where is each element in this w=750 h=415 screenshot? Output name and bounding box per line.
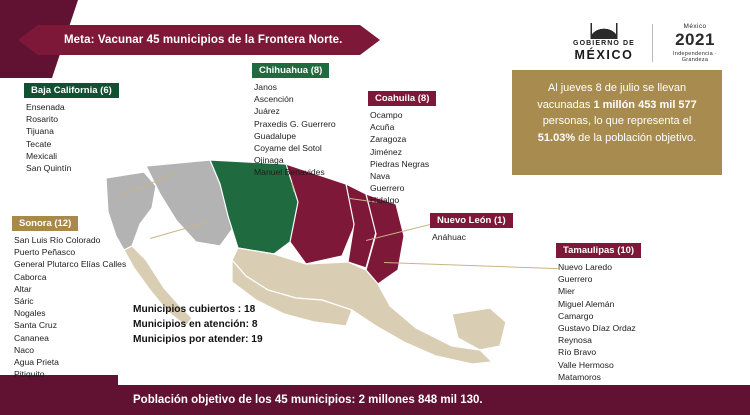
page-title-text: Meta: Vacunar 45 municipios de la Frontera Norte. — [64, 34, 343, 46]
list-item: Naco — [14, 344, 35, 355]
list-item: Ocampo — [370, 110, 403, 120]
list-item: Guerrero — [370, 183, 405, 194]
municipio-list-coahuila — [368, 109, 436, 207]
state-tag-sonora: Sonora (12) — [12, 216, 78, 231]
municipio-counters — [133, 302, 263, 347]
list-item: Caborca — [14, 271, 47, 282]
year-logo-sub: Independencia · Grandeza — [673, 50, 717, 63]
list-item: Piedras Negras — [370, 158, 430, 169]
municipio-list-chihuahua — [252, 81, 336, 179]
state-label-tamaulipas — [556, 240, 641, 383]
list-item: Janos — [254, 82, 277, 92]
municipio-list-sonora — [12, 234, 126, 380]
logo-line-1: GOBIERNO DE — [573, 39, 635, 47]
municipio-list-tamaulipas — [556, 261, 641, 383]
year-logo — [660, 20, 730, 66]
list-item: Gustavo Díaz Ordaz — [558, 323, 636, 334]
list-item: Mexicali — [26, 150, 58, 161]
state-tag-coahuila: Coahuila (8) — [368, 91, 436, 106]
footer-text: Población objetivo de los 45 municipios: 2 millones 848 mil 130. — [133, 394, 483, 406]
state-label-baja-california — [24, 80, 119, 174]
list-item: Ojinaga — [254, 155, 284, 166]
list-item: Anáhuac — [432, 232, 466, 242]
counter-por-atender: Municipios por atender: 19 — [133, 334, 263, 345]
municipio-list-baja-california — [24, 101, 119, 174]
list-item: Altar — [14, 283, 32, 294]
state-label-nuevo-leon — [430, 210, 513, 243]
list-item: Mier — [558, 286, 575, 297]
list-item: Nogales — [14, 308, 46, 319]
list-item: Praxedis G. Guerrero — [254, 118, 336, 129]
state-label-sonora — [12, 213, 126, 380]
summary-text-pre: Al jueves 8 de julio se llevan vacunadas — [537, 82, 687, 111]
year-logo-top: México — [683, 22, 707, 30]
summary-text-post: de la población objetivo. — [575, 131, 697, 144]
list-item: Manuel Benavides — [254, 167, 325, 178]
list-item: Valle Hermoso — [558, 359, 614, 370]
list-item: Puerto Peñasco — [14, 247, 76, 258]
state-tag-tamaulipas: Tamaulipas (10) — [556, 243, 641, 258]
state-tag-nuevo-leon: Nuevo León (1) — [430, 213, 513, 228]
state-tag-baja-california: Baja California (6) — [24, 83, 119, 98]
eagle-icon — [583, 23, 625, 39]
list-item: Tecate — [26, 138, 52, 149]
list-item: Guadalupe — [254, 130, 297, 141]
government-logo — [556, 22, 652, 62]
list-item: Nuevo Laredo — [558, 262, 612, 272]
page-title — [38, 25, 360, 55]
list-item: Camargo — [558, 310, 594, 321]
list-item: Tijuana — [26, 126, 54, 137]
year-logo-main: 2021 — [675, 29, 715, 49]
summary-text-mid: personas, lo que representa el — [542, 115, 692, 127]
list-item: Cananea — [14, 332, 49, 343]
list-item: General Plutarco Elías Calles — [14, 259, 127, 270]
mexico-map — [60, 150, 530, 390]
list-item: Santa Cruz — [14, 320, 57, 331]
list-item: Ensenada — [26, 102, 65, 112]
list-item: San Quintín — [26, 163, 72, 174]
vaccination-summary-box — [512, 70, 722, 175]
list-item: Hidalgo — [370, 195, 400, 206]
list-item: Agua Prieta — [14, 357, 59, 368]
map-yucatan — [452, 308, 506, 350]
list-item: Río Bravo — [558, 347, 597, 358]
map-state-coahuila — [286, 164, 356, 264]
list-item: Pitiquito — [14, 369, 45, 380]
footer-bar — [0, 385, 750, 415]
state-label-coahuila — [368, 88, 436, 207]
counter-cubiertos: Municipios cubiertos : 18 — [133, 304, 256, 315]
list-item: Coyame del Sotol — [254, 143, 322, 154]
state-label-chihuahua — [252, 60, 336, 179]
list-item: Jiménez — [370, 146, 402, 157]
list-item: Sáric — [14, 296, 34, 307]
summary-bold-percent: 51.03% — [537, 131, 576, 144]
list-item: San Luis Río Colorado — [14, 235, 101, 245]
mexico-map-svg — [60, 150, 530, 390]
counter-en-atencion: Municipios en atención: 8 — [133, 319, 258, 330]
list-item: Guerrero — [558, 274, 593, 285]
logo-line-2: MÉXICO — [574, 47, 634, 62]
list-item: Acuña — [370, 122, 395, 133]
list-item: Juárez — [254, 106, 280, 117]
list-item: Reynosa — [558, 335, 592, 346]
list-item: Nava — [370, 171, 391, 182]
state-tag-chihuahua: Chihuahua (8) — [252, 63, 329, 78]
list-item: Zaragoza — [370, 134, 407, 145]
list-item: Ascención — [254, 94, 294, 105]
municipio-list-nuevo-leon — [430, 231, 513, 243]
list-item: Rosarito — [26, 114, 58, 125]
summary-bold-doses: 1 millón 453 mil 577 — [593, 98, 697, 111]
logo-divider — [652, 24, 653, 62]
list-item: Matamoros — [558, 371, 601, 382]
list-item: Miguel Alemán — [558, 298, 615, 309]
